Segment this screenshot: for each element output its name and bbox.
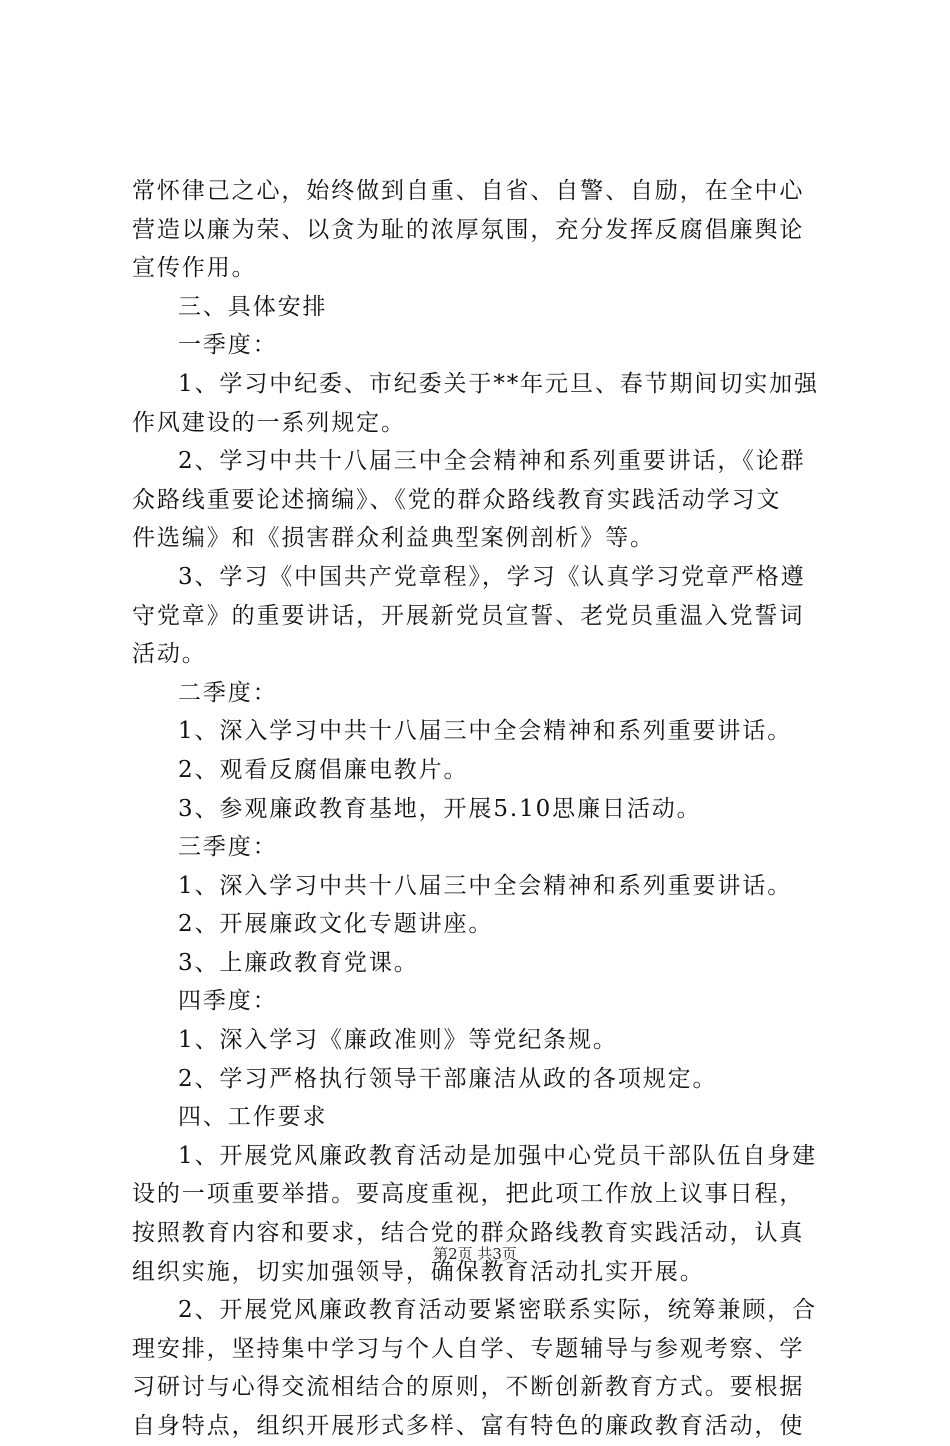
text-line: 2、学习严格执行领导干部廉洁从政的各项规定。 [178,1065,718,1092]
text-line: 活动。 [132,641,207,668]
text-line: 二季度： [178,679,278,706]
text-line: 2、开展党风廉政教育活动要紧密联系实际，统筹兼顾，合 [178,1297,818,1324]
text-line: 件选编》和《损害群众利益典型案例剖析》等。 [132,525,655,552]
text-line: 四、工作要求 [178,1104,328,1131]
text-line: 一季度： [178,332,278,359]
text-line: 理安排，坚持集中学习与个人自学、专题辅导与参观考察、学 [132,1335,805,1362]
text-line: 1、开展党风廉政教育活动是加强中心党员干部队伍自身建 [178,1142,818,1169]
text-line: 1、深入学习中共十八届三中全会精神和系列重要讲话。 [178,872,793,899]
text-line: 习研讨与心得交流相结合的原则，不断创新教育方式。要根据 [132,1374,805,1401]
text-line: 三、具体安排 [178,293,328,320]
text-line: 2、开展廉政文化专题讲座。 [178,911,494,938]
page-footer: 第2页 共3页 [433,1245,517,1263]
text-line: 守党章》的重要讲话，开展新党员宣誓、老党员重温入党誓词 [132,602,805,629]
text-line: 四季度： [178,988,278,1015]
text-line: 设的一项重要举措。要高度重视，把此项工作放上议事日程， [132,1181,805,1208]
text-line: 3、学习《中国共产党章程》，学习《认真学习党章严格遵 [178,563,806,590]
text-line: 2、学习中共十八届三中全会精神和系列重要讲话，《论群 [178,448,806,475]
text-line: 组织实施，切实加强领导，确保教育活动扎实开展。 [132,1258,705,1285]
text-line: 3、参观廉政教育基地，开展5.10思廉日活动。 [178,795,702,822]
text-line: 自身特点，组织开展形式多样、富有特色的廉政教育活动，使 [132,1413,805,1439]
text-line: 宣传作用。 [132,255,257,282]
text-line: 1、深入学习中共十八届三中全会精神和系列重要讲话。 [178,718,793,745]
text-line: 众路线重要论述摘编》、《党的群众路线教育实践活动学习文 [132,486,782,513]
text-line: 作风建设的一系列规定。 [132,409,406,436]
text-line: 1、深入学习《廉政准则》等党纪条规。 [178,1027,618,1054]
text-line: 按照教育内容和要求，结合党的群众路线教育实践活动，认真 [132,1220,805,1247]
text-line: 常怀律己之心，始终做到自重、自省、自警、自励，在全中心 [132,178,805,204]
text-line: 2、观看反腐倡廉电教片。 [178,756,469,783]
text-line: 营造以廉为荣、以贪为耻的浓厚氛围，充分发挥反腐倡廉舆论 [132,216,805,243]
text-line: 3、上廉政教育党课。 [178,949,419,976]
text-line: 三季度： [178,834,278,861]
text-line: 1、学习中纪委、市纪委关于**年元旦、春节期间切实加强 [178,370,819,397]
